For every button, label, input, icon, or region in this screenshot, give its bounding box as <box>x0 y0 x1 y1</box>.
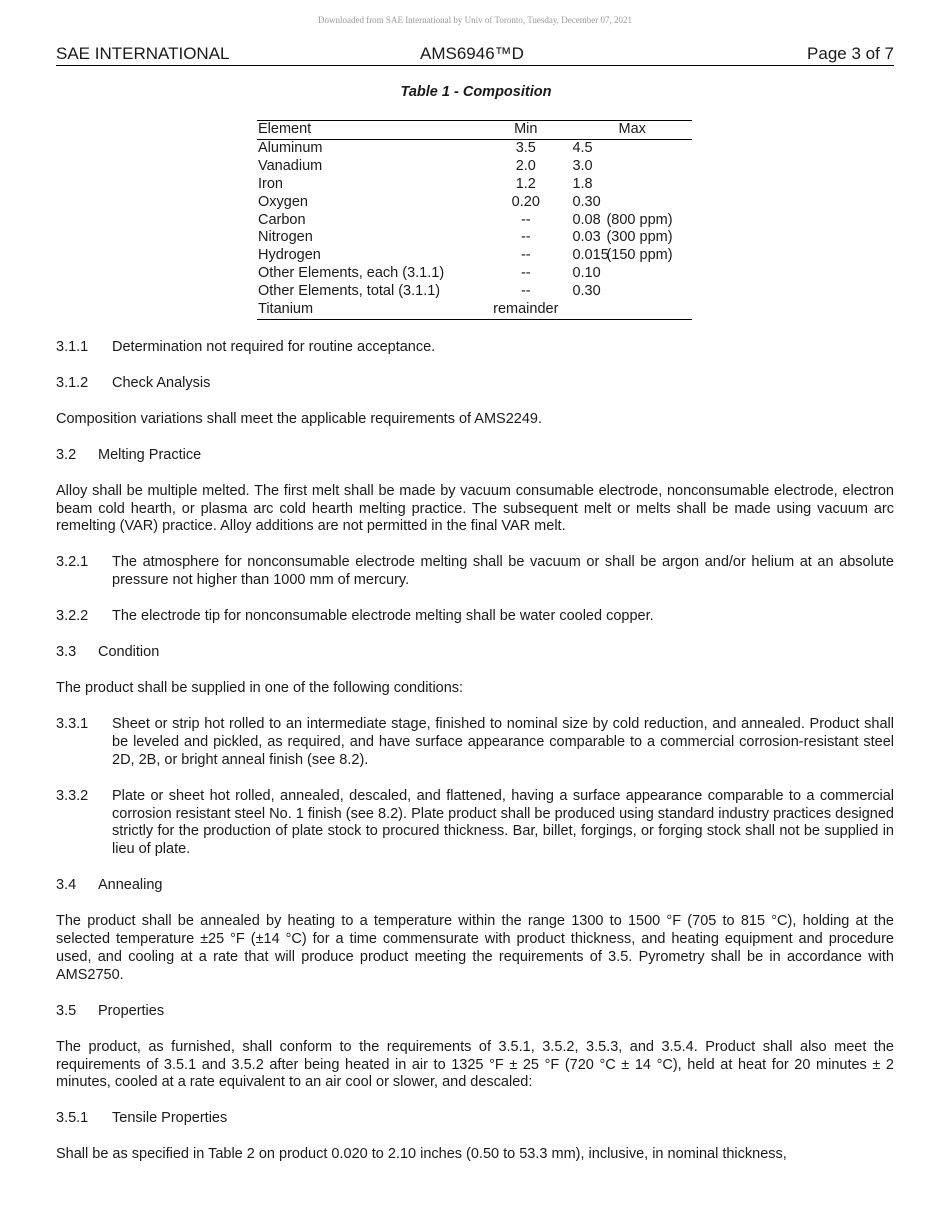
cell-element: Other Elements, each (3.1.1) <box>258 265 445 282</box>
paragraph-condition: The product shall be supplied in one of the following conditions: <box>56 679 464 696</box>
cell-min: remainder <box>480 301 571 319</box>
header-organization: SAE INTERNATIONAL <box>56 44 230 63</box>
section-3-4 <box>56 877 894 895</box>
cell-element: Iron <box>258 175 283 192</box>
section-number: 3.3.1 <box>56 715 89 732</box>
cell-min: -- <box>520 247 531 264</box>
cell-max <box>571 139 692 157</box>
cell-max <box>571 194 692 212</box>
cell-max <box>571 229 692 247</box>
section-heading: Properties <box>98 1002 165 1019</box>
section-text: Sheet or strip hot rolled to an intermediate stage, finished to nominal size by cold reduction, and annealed. Product shall be leveled and pickled, as required, and have surface appearance comparable to a commercial corrosion-resistant steel 2D, 2B, or bright anneal finish (see 8.2). <box>112 715 894 768</box>
cell-max <box>571 158 692 176</box>
section-3-3-2 <box>56 788 894 860</box>
section-number: 3.1.1 <box>56 339 89 355</box>
section-number: 3.3 <box>56 644 77 661</box>
section-heading: Annealing <box>98 877 163 894</box>
paragraph-tensile: Shall be as specified in Table 2 on product 0.020 to 2.10 inches (0.50 to 53.3 mm), inclusive, in nominal thickness, <box>56 1146 787 1163</box>
section-number: 3.5.1 <box>56 1110 89 1127</box>
cell-max-ppm: (800 ppm) <box>606 211 673 228</box>
header-page-number: Page 3 of 7 <box>807 44 894 63</box>
section-heading: Condition <box>98 644 160 661</box>
cell-element: Carbon <box>258 211 306 228</box>
section-heading: Check Analysis <box>112 374 211 391</box>
table-row <box>257 212 692 230</box>
section-3-1-1 <box>56 339 894 357</box>
table-row <box>257 301 692 319</box>
cell-max-value: 0.10 <box>572 265 601 282</box>
cell-min: 1.2 <box>515 175 536 192</box>
cell-element: Hydrogen <box>258 247 321 264</box>
download-note: Downloaded from SAE International by Univ of Toronto, Tuesday, December 07, 2021 <box>317 15 633 25</box>
cell-element: Vanadium <box>258 157 323 174</box>
section-text: Plate or sheet hot rolled, annealed, descaled, and flattened, having a surface appearance comparable to a commercial corrosion resistant steel No. 1 finish (see 8.2). Plate product shall be produced using standard industry practices designed strictly for the production of plate stock to procured thickness. Bar, billet, forgings, or forging stock shall not be supplied in lieu of plate. <box>112 787 894 858</box>
section-heading: Melting Practice <box>98 446 202 463</box>
cell-element: Titanium <box>257 301 480 319</box>
section-text: Determination not required for routine acceptance. <box>112 339 436 355</box>
paragraph-annealing: The product shall be annealed by heating to a temperature within the range 1300 to 1500 °F (705 to 815 °C), holding at the selected temperature ±25 °F (±14 °C) for a time commensurate with product thickness, and heating equipment and procedure used, and cooling at a rate that will produce product meeting the requirements of 3.5. Pyrometry shall be in accordance with AMS2750. <box>56 913 894 983</box>
section-3-2-1 <box>56 554 894 590</box>
cell-min: -- <box>520 265 531 282</box>
cell-max-value: 0.08 <box>572 211 601 228</box>
table-row <box>257 176 692 194</box>
section-text: The electrode tip for nonconsumable electrode melting shall be water cooled copper. <box>112 608 654 625</box>
cell-max <box>571 283 692 301</box>
cell-max <box>571 176 692 194</box>
cell-min: 0.20 <box>511 193 540 210</box>
cell-max-value: 1.8 <box>572 175 593 192</box>
section-number: 3.2.2 <box>56 608 89 625</box>
table-title: Table 1 - Composition <box>400 84 552 100</box>
section-number: 3.5 <box>56 1002 77 1019</box>
section-3-5-1 <box>56 1110 894 1128</box>
column-header-max: Max <box>571 121 692 140</box>
composition-table <box>257 120 692 320</box>
cell-max-value: 0.30 <box>572 283 601 300</box>
cell-max-value: 0.30 <box>572 193 601 210</box>
cell-min: -- <box>520 211 531 228</box>
column-header-element: Element <box>257 121 480 140</box>
paragraph-melting: Alloy shall be multiple melted. The first melt shall be made by vacuum consumable electrode, nonconsumable electrode, electron beam cold hearth, or plasma arc cold hearth melting practice. The subsequent melt or melts shall be made using vacuum arc remelting (VAR) practice. Alloy additions are not permitted in the final VAR melt. <box>56 482 894 535</box>
paragraph-properties: The product, as furnished, shall conform to the requirements of 3.5.1, 3.5.2, 3.5.3, and 3.5.4. Product shall also meet the requirements of 3.5.1 and 3.5.2 after being heated in air to 1325 °F ± 25 °F (720 °C ± 14 °C), held at heat for 20 minutes ± 2 minutes, cooled at a rate equivalent to an air cool or slower, and descaled: <box>56 1038 894 1091</box>
table-row <box>257 265 692 283</box>
cell-element: Aluminum <box>258 139 323 156</box>
section-3-3-1 <box>56 716 894 770</box>
section-3-5 <box>56 1003 894 1021</box>
cell-max <box>571 212 692 230</box>
cell-max-ppm: (150 ppm) <box>606 247 673 264</box>
table-row <box>257 247 692 265</box>
cell-min: 2.0 <box>515 157 536 174</box>
cell-max-ppm: (300 ppm) <box>606 229 673 246</box>
table-row <box>257 194 692 212</box>
cell-min: -- <box>520 283 531 300</box>
header-document-number: AMS6946™D <box>420 44 524 63</box>
cell-max-value: 3.0 <box>572 157 593 174</box>
section-number: 3.4 <box>56 877 77 894</box>
section-number: 3.1.2 <box>56 374 89 391</box>
cell-max <box>571 247 692 265</box>
table-header-row <box>257 121 692 140</box>
section-number: 3.2.1 <box>56 554 89 571</box>
section-text: The atmosphere for nonconsumable electrode melting shall be vacuum or shall be argon and/or helium at an absolute pressure not higher than 1000 mm of mercury. <box>112 554 894 589</box>
page-header <box>56 44 894 66</box>
table-row <box>257 158 692 176</box>
cell-max-value: 0.03 <box>572 229 601 246</box>
cell-max <box>571 265 692 283</box>
column-header-min: Min <box>480 121 571 140</box>
cell-max-value: 4.5 <box>572 139 593 156</box>
section-3-2 <box>56 447 894 465</box>
cell-element: Oxygen <box>258 193 308 210</box>
section-number: 3.3.2 <box>56 787 89 804</box>
table-row <box>257 229 692 247</box>
cell-max-value: 0.015 <box>572 247 609 264</box>
paragraph-composition: Composition variations shall meet the applicable requirements of AMS2249. <box>56 410 543 427</box>
cell-min: 3.5 <box>515 139 536 156</box>
cell-element: Nitrogen <box>258 229 313 246</box>
section-3-3 <box>56 644 894 662</box>
section-number: 3.2 <box>56 446 77 463</box>
cell-element: Other Elements, total (3.1.1) <box>258 283 441 300</box>
section-3-1-2 <box>56 375 894 393</box>
document-body <box>56 339 894 1164</box>
section-heading: Tensile Properties <box>112 1110 228 1127</box>
cell-max <box>571 301 692 319</box>
section-3-2-2 <box>56 608 894 626</box>
cell-min: -- <box>520 229 531 246</box>
table-row <box>257 139 692 157</box>
table-row <box>257 283 692 301</box>
